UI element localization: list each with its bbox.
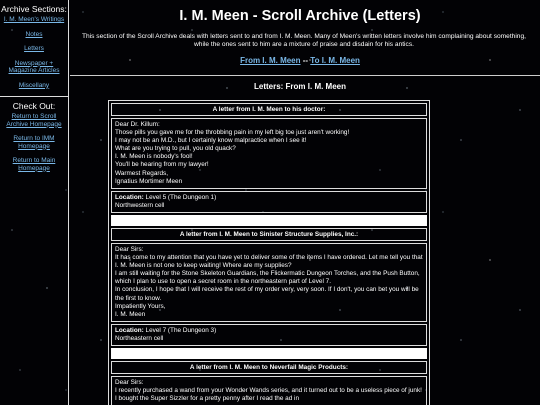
letter-line: I bought the Super Sizzler for a pretty penny after I read the ad in [115, 395, 300, 403]
location-label: Location: [115, 193, 144, 201]
sidebar-link-letters[interactable]: Letters [24, 45, 44, 52]
location-detail: Northwestern cell [115, 201, 165, 209]
letter-spacer [111, 348, 427, 359]
letter-line: You'll be hearing from my lawyer! [115, 161, 209, 169]
letter-entry [111, 103, 427, 226]
nav-from-link[interactable]: From I. M. Meen [240, 56, 301, 65]
letter-heading: A letter from I. M. Meen to his doctor: [111, 103, 427, 116]
letter-line: Dear Sirs: [115, 245, 144, 253]
letter-line: I am still waiting for the Stone Skeleton Guardians, the Flickermatic Dungeon Torches, and the Push Button, which I plan to use to open a secret room in the northeastern part of Level 7. [115, 270, 420, 286]
sidebar-link-miscellany[interactable]: Miscellany [18, 81, 50, 89]
sidebar-link-notes[interactable]: Notes [25, 30, 43, 38]
letter-spacer [111, 215, 427, 226]
letter-entry [111, 228, 427, 359]
sidebar-link-articles[interactable]: Newspaper + Magazine Articles [8, 59, 60, 74]
letter-heading: A letter from I. M. Meen to Neverfail Magic Products: [111, 361, 427, 374]
header-divider [70, 75, 540, 76]
letter-entry [111, 361, 427, 405]
letter-location [111, 191, 427, 213]
letter-nav [70, 56, 530, 65]
letter-line: In conclusion, I hope that I will receive the rest of my order very, very soon. If I don't, you can bet you will be the first to know. [115, 286, 419, 302]
letter-body [111, 243, 427, 322]
check-out-heading: Check Out: [12, 101, 56, 111]
sidebar-divider [0, 96, 68, 97]
sidebar [0, 0, 69, 405]
archive-sections-heading: Archive Sections: [1, 4, 67, 14]
nav-separator: -- [300, 56, 311, 65]
letter-heading: A letter from I. M. Meen to Sinister Structure Supplies, Inc.: [111, 228, 427, 241]
intro-text: This section of the Scroll Archive deals with letters sent to and from I. M. Meen. Many of Meen's written letters involve him complaining about something, while the ones sent to him are a mixture of praise and disdain for his antics. [82, 33, 526, 48]
nav-to-link[interactable]: To I. M. Meen [310, 56, 360, 65]
location-label: Location: [115, 326, 144, 334]
letter-line: Dear Dr. Killum: [115, 121, 160, 128]
location-value: Level 5 (The Dungeon 1) [145, 193, 217, 201]
page-title: I. M. Meen - Scroll Archive (Letters) [179, 8, 421, 24]
letter-line: I. M. Meen is nobody's fool! [115, 153, 193, 161]
location-value: Level 7 (The Dungeon 3) [145, 326, 217, 334]
letter-body [111, 118, 427, 189]
sidebar-link-scroll-archive-home[interactable]: Return to Scroll Archive Homepage [6, 113, 62, 128]
sidebar-link-writings[interactable]: I. M. Meen's Writings [3, 16, 65, 23]
letters-table [108, 100, 430, 405]
letter-line: Warmest Regards, [115, 169, 169, 177]
sidebar-link-main-home[interactable]: Return to Main Homepage [12, 157, 56, 172]
letter-line: I. M. Meen [115, 310, 146, 318]
sidebar-link-imm-home[interactable]: Return to IMM Homepage [13, 135, 55, 150]
letter-location [111, 324, 427, 346]
letter-body [111, 376, 427, 405]
letter-line: What are you trying to pull, you old quack? [115, 145, 236, 153]
letter-line: Ignatius Mortimer Meen [115, 177, 183, 185]
letter-line: It has come to my attention that you have yet to deliver some of the items I have ordered. Let me tell you that I. M. Meen is not one to keep waiting! Where are my supplies? [115, 254, 423, 270]
letter-line: I may not be an M.D., but I certainly know malpractice when I see it! [115, 137, 307, 145]
letter-line: Dear Sirs: [115, 378, 144, 386]
letter-line: Impatiently Yours, [115, 302, 166, 310]
location-detail: Northeastern cell [115, 334, 164, 342]
letter-line: I recently purchased a wand from your Wonder Wands series, and it turned out to be a useless piece of junk! [115, 387, 422, 395]
section-heading: Letters: From I. M. Meen [253, 82, 346, 91]
letter-line: Those pills you gave me for the throbbing pain in my left big toe just aren't working! [115, 129, 350, 137]
